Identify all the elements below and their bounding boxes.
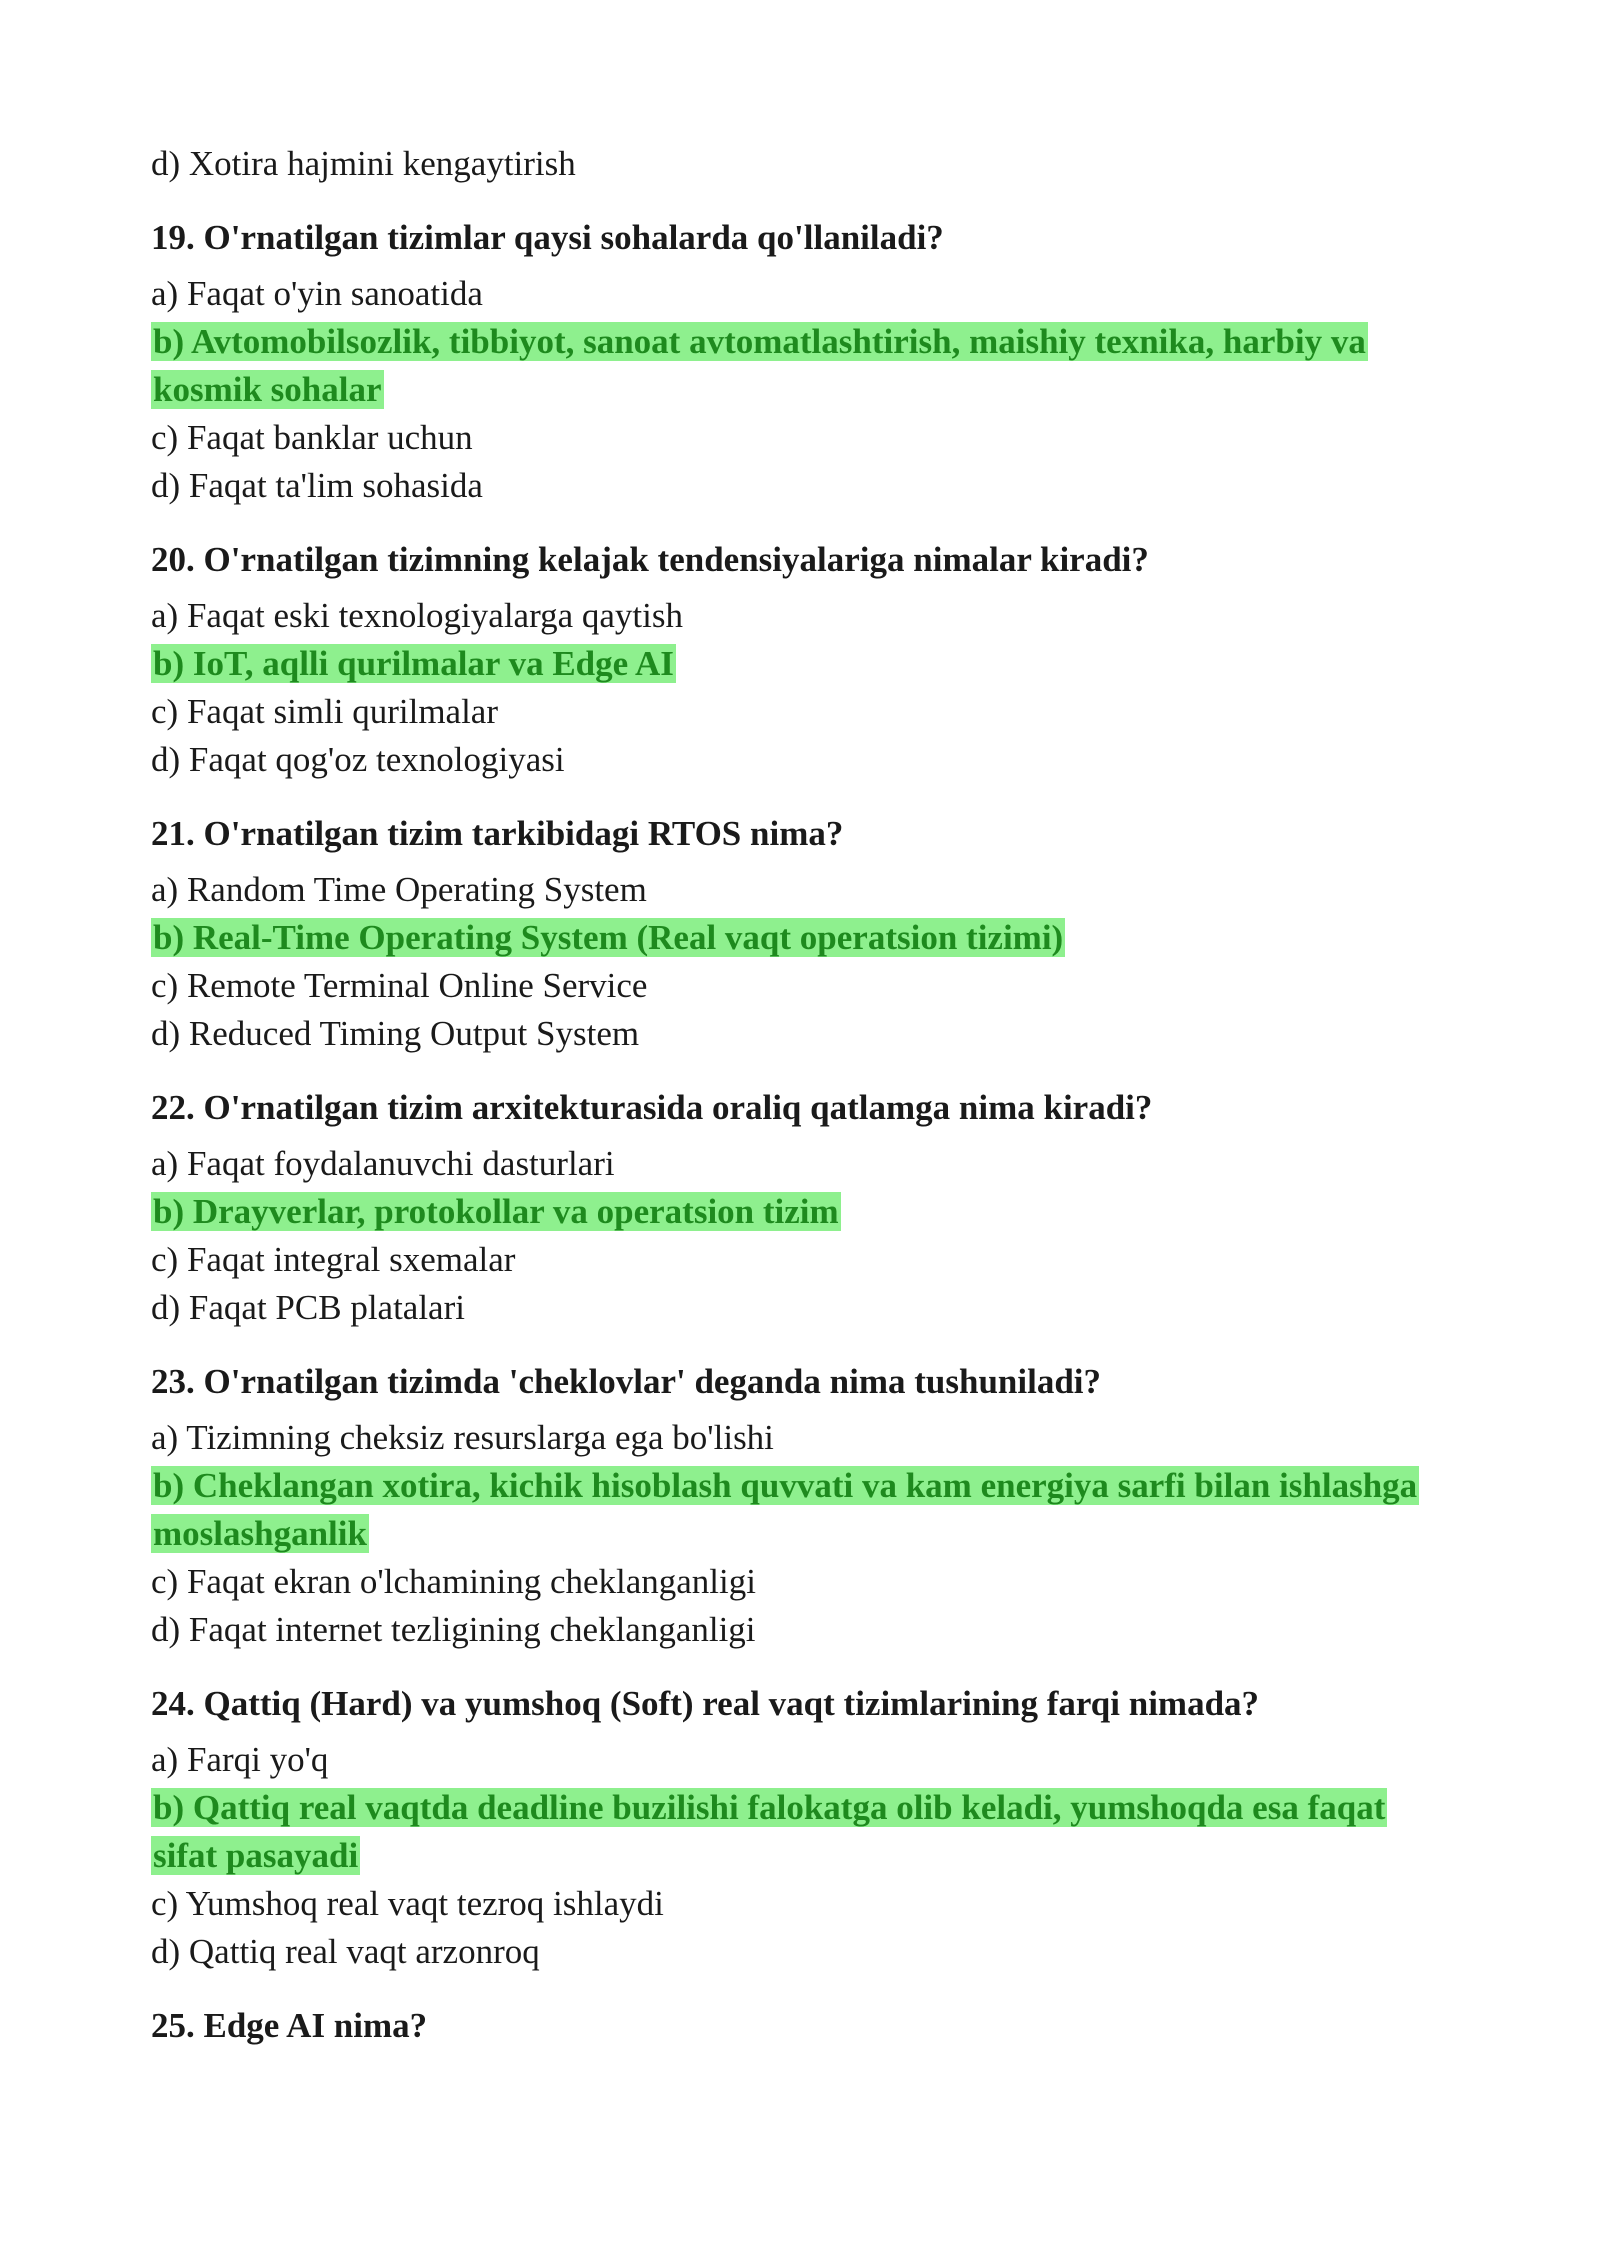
question-block-25 [151,2002,1451,2050]
option-19-a: a) Faqat o'yin sanoatida [151,274,483,313]
question-19-text: 19. O'rnatilgan tizimlar qaysi sohalarda qo'llaniladi? [151,218,944,257]
question-22-text: 22. O'rnatilgan tizim arxitekturasida oraliq qatlamga nima kiradi? [151,1088,1153,1127]
question-block-21 [151,810,1451,1058]
question-25-text: 25. Edge AI nima? [151,2006,428,2045]
question-block-19 [151,214,1451,510]
option-22-c: c) Faqat integral sxemalar [151,1240,516,1279]
option-20-a: a) Faqat eski texnologiyalarga qaytish [151,596,683,635]
option-21-b-correct [151,914,1451,962]
question-block-24 [151,1680,1451,1976]
answer-highlight: b) Avtomobilsozlik, tibbiyot, sanoat avtomatlashtirish, maishiy texnika, harbiy va kosmik sohalar [153,322,1366,409]
option-20-c: c) Faqat simli qurilmalar [151,692,498,731]
question-23-text: 23. O'rnatilgan tizimda 'cheklovlar' deganda nima tushuniladi? [151,1362,1102,1401]
option-23-c: c) Faqat ekran o'lchamining cheklanganligi [151,1562,756,1601]
option-22-d: d) Faqat PCB platalari [151,1288,465,1327]
question-block-20 [151,536,1451,784]
option-22-b-correct [151,1188,1451,1236]
answer-highlight: b) Cheklangan xotira, kichik hisoblash quvvati va kam energiya sarfi bilan ishlashga moslashganlik [153,1466,1418,1553]
question-block-22 [151,1084,1451,1332]
answer-highlight: b) Qattiq real vaqtda deadline buzilishi falokatga olib keladi, yumshoqda esa faqat sifat pasayadi [153,1788,1386,1875]
option-19-c: c) Faqat banklar uchun [151,418,473,457]
option-21-a: a) Random Time Operating System [151,870,647,909]
option-24-c: c) Yumshoq real vaqt tezroq ishlaydi [151,1884,664,1923]
document-page [151,140,1451,2058]
question-24-text: 24. Qattiq (Hard) va yumshoq (Soft) real vaqt tizimlarining farqi nimada? [151,1684,1260,1723]
option-20-d: d) Faqat qog'oz texnologiyasi [151,740,565,779]
option-19-d: d) Faqat ta'lim sohasida [151,466,483,505]
option-22-a: a) Faqat foydalanuvchi dasturlari [151,1144,615,1183]
answer-highlight: b) Drayverlar, protokollar va operatsion tizim [153,1192,839,1231]
option-20-b-correct [151,640,1451,688]
option-24-a: a) Farqi yo'q [151,1740,329,1779]
option-23-d: d) Faqat internet tezligining cheklanganligi [151,1610,756,1649]
answer-highlight: b) Real-Time Operating System (Real vaqt operatsion tizimi) [153,918,1064,957]
option-21-d: d) Reduced Timing Output System [151,1014,640,1053]
option-21-c: c) Remote Terminal Online Service [151,966,648,1005]
question-21-text: 21. O'rnatilgan tizim tarkibidagi RTOS nima? [151,814,844,853]
question-block-23 [151,1358,1451,1654]
option-19-b-correct [151,318,1451,414]
question-20-text: 20. O'rnatilgan tizimning kelajak tendensiyalariga nimalar kiradi? [151,540,1149,579]
option-23-b-correct [151,1462,1451,1558]
option-24-d: d) Qattiq real vaqt arzonroq [151,1932,540,1971]
option-23-a: a) Tizimning cheksiz resurslarga ega bo'lishi [151,1418,774,1457]
option-24-b-correct [151,1784,1451,1880]
previous-option-line: d) Xotira hajmini kengaytirish [151,144,576,183]
answer-highlight: b) IoT, aqlli qurilmalar va Edge AI [153,644,674,683]
